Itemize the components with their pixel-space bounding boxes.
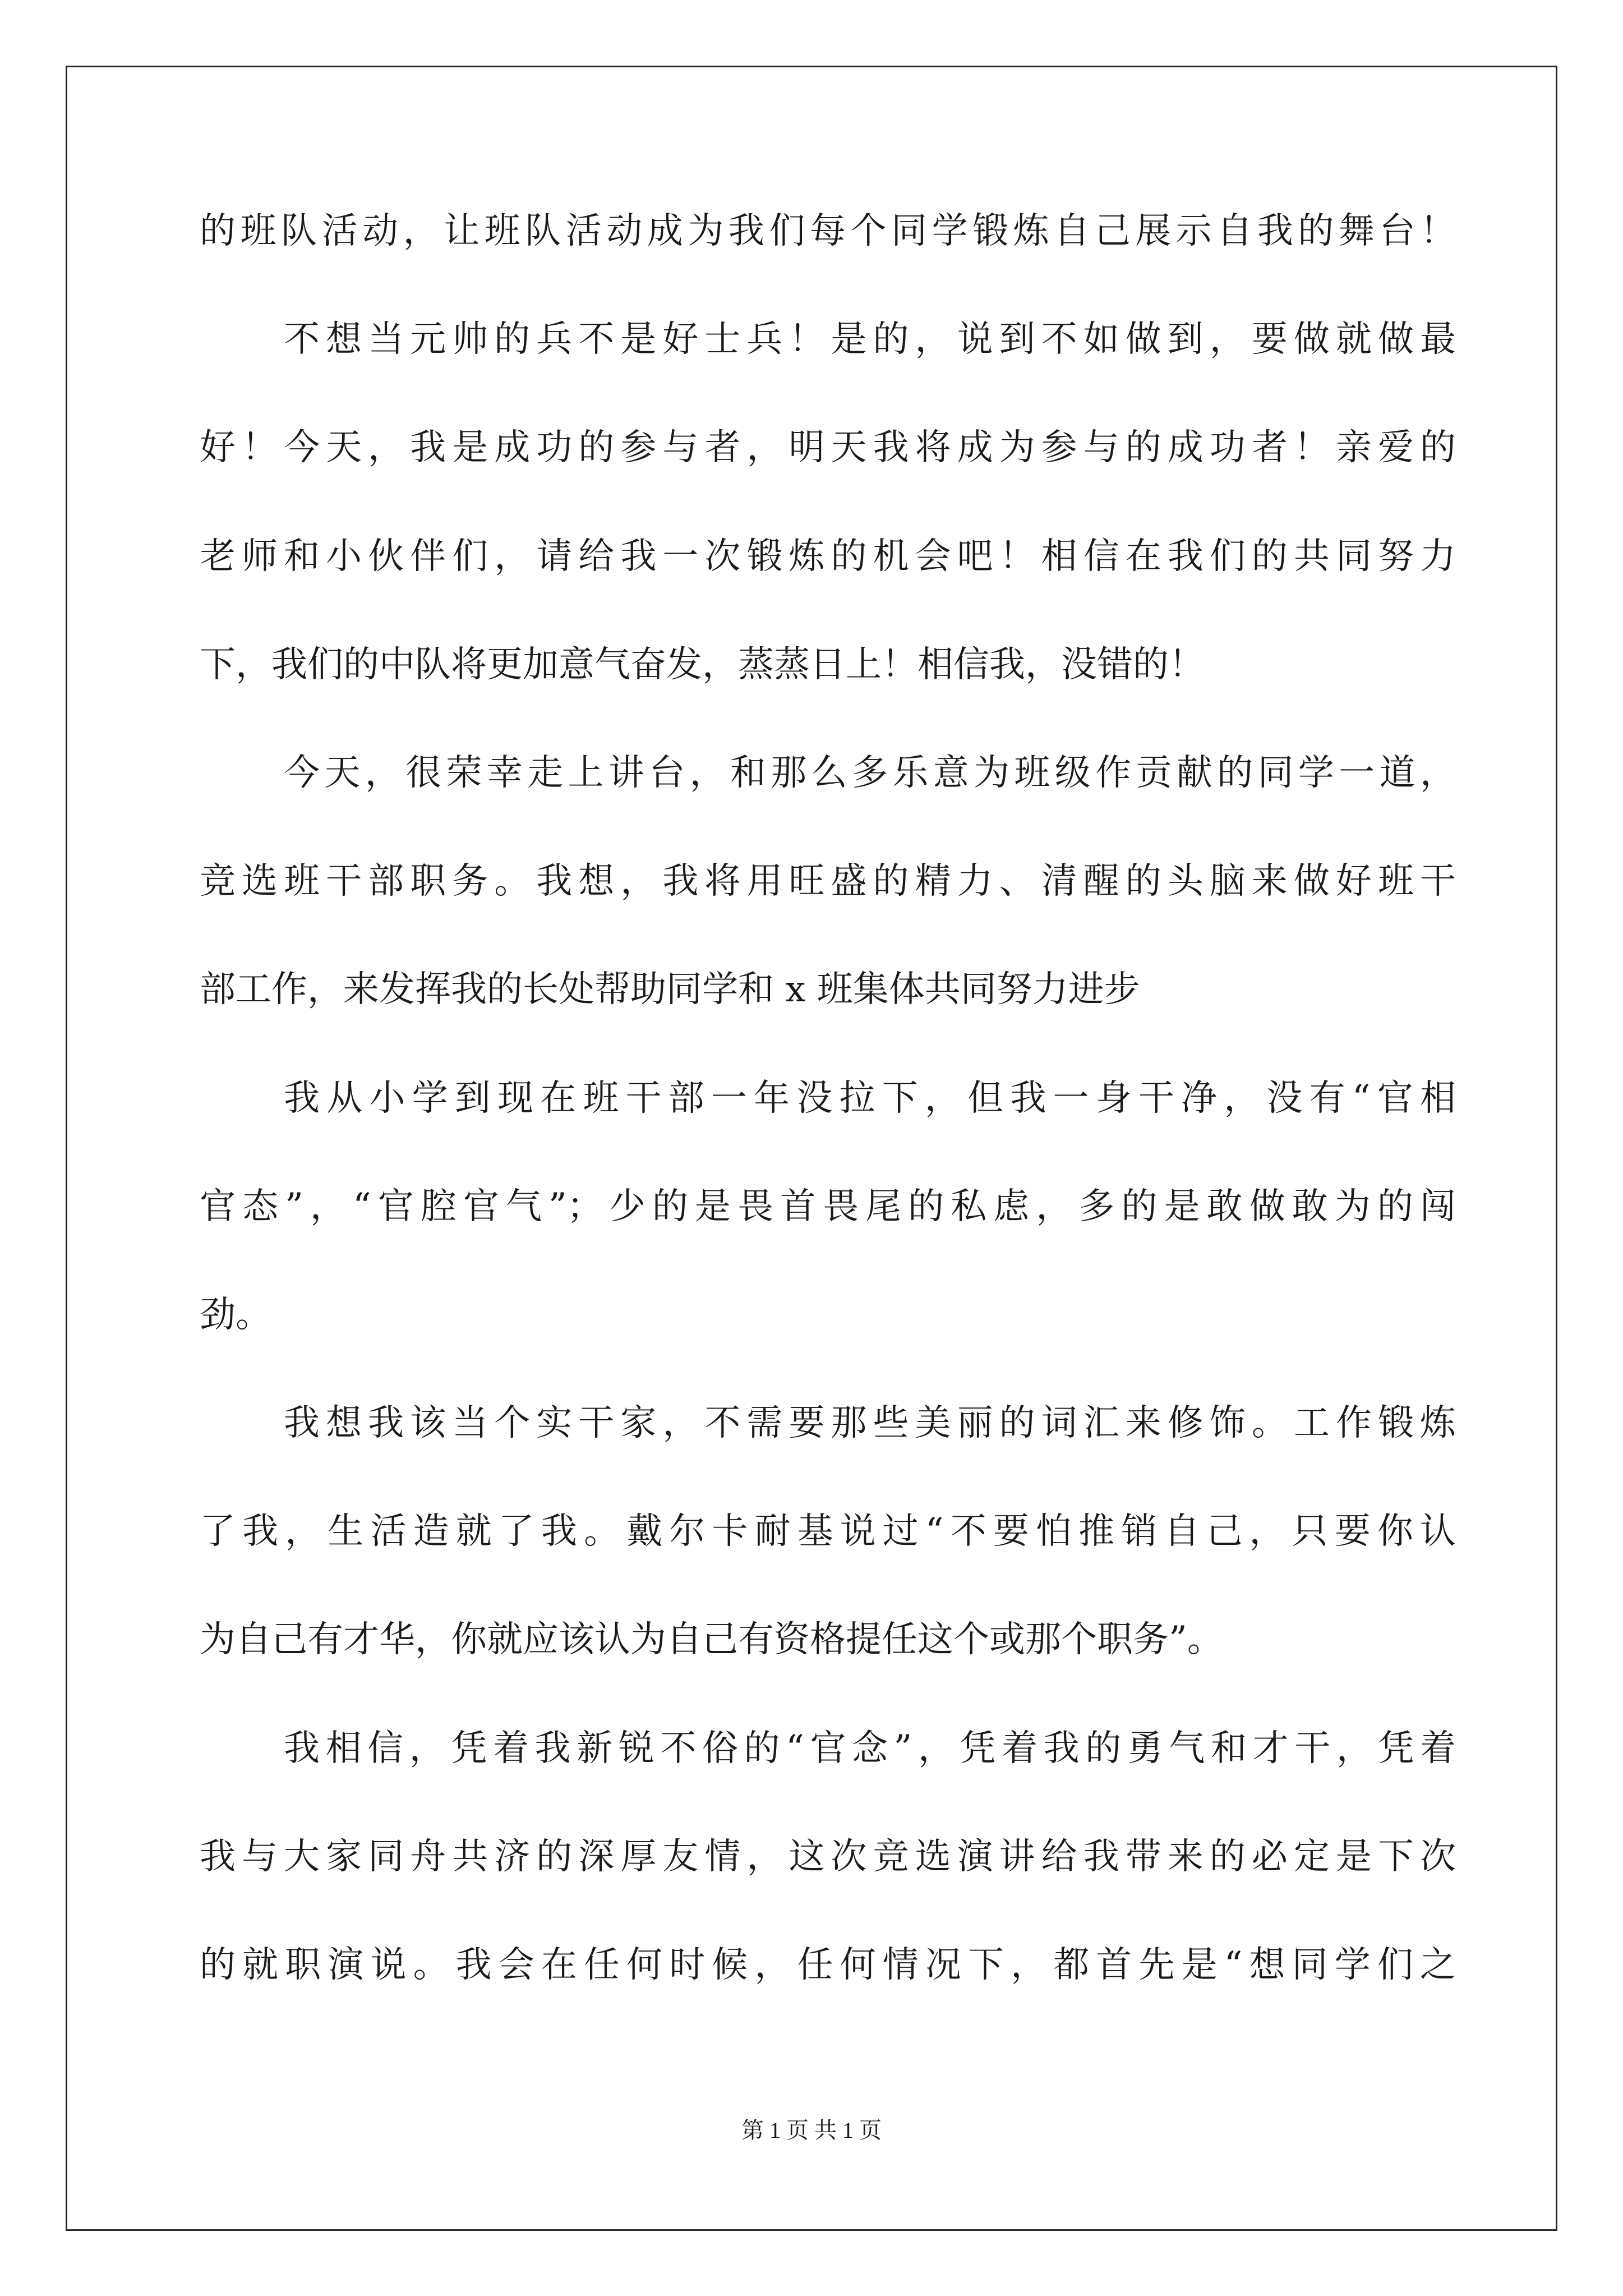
text-line: 部工作，来发挥我的长处帮助同学和 x 班集体共同努力进步 [200,969,1140,1011]
text-line: 不想当元帅的兵不是好士兵！是的，说到不如做到，要做就做最 [284,319,1456,361]
text-line: 官态”，“官腔官气”；少的是畏首畏尾的私虑，多的是敢做敢为的闯 [200,1185,1456,1227]
text-line: 下，我们的中队将更加意气奋发，蒸蒸日上！相信我，没错的！ [200,643,1205,685]
text-line: 我与大家同舟共济的深厚友情，这次竞选演讲给我带来的必定是下次 [200,1835,1456,1878]
text-line: 我相信，凭着我新锐不俗的“官念”，凭着我的勇气和才干，凭着 [284,1727,1456,1769]
text-line: 竞选班干部职务。我想，我将用旺盛的精力、清醒的头脑来做好班干 [200,861,1456,903]
text-line: 好！今天，我是成功的参与者，明天我将成为参与的成功者！亲爱的 [200,427,1456,469]
text-line: 我从小学到现在班干部一年没拉下，但我一身干净，没有“官相 [284,1077,1456,1119]
text-line: 的班队活动，让班队活动成为我们每个同学锻炼自己展示自我的舞台！ [200,210,1456,252]
text-line: 了我，生活造就了我。戴尔卡耐基说过“不要怕推销自己，只要你认 [200,1511,1456,1553]
text-line: 我想我该当个实干家，不需要那些美丽的词汇来修饰。工作锻炼 [284,1402,1456,1444]
text-line: 劲。 [200,1294,271,1336]
text-line: 的就职演说。我会在任何时候，任何情况下，都首先是“想同学们之 [200,1944,1456,1986]
text-line: 今天，很荣幸走上讲台，和那么多乐意为班级作贡献的同学一道， [284,752,1456,794]
text-line: 老师和小伙伴们，请给我一次锻炼的机会吧！相信在我们的共同努力 [200,535,1456,577]
document-body [200,210,1456,2055]
page-number-footer: 第 1 页 共 1 页 [741,2118,882,2143]
text-line: 为自己有才华，你就应该认为自己有资格提任这个或那个职务”。 [200,1619,1223,1661]
